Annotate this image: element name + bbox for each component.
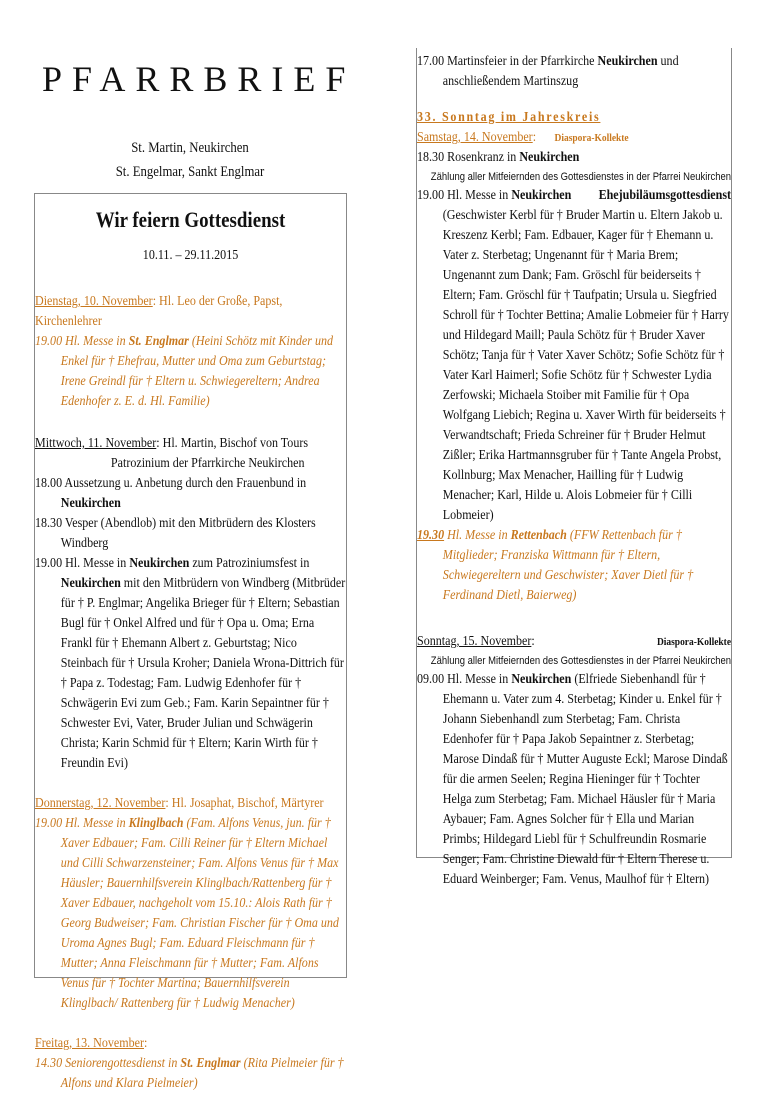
thursday-heading <box>35 794 346 814</box>
saturday-heading <box>417 128 731 148</box>
saturday-date: Samstag, 14. November <box>417 130 533 145</box>
thursday-feast: : Hl. Josaphat, Bischof, Märtyrer <box>165 796 324 811</box>
thursday-date: Donnerstag, 12. November <box>35 796 166 811</box>
day-tuesday <box>35 292 346 412</box>
saturday-mass-2-time: 19.30 <box>417 528 445 543</box>
saturday-mass-2-place: Rettenbach <box>510 528 567 543</box>
saturday-mass-time: 19.00 Hl. Messe in <box>417 188 512 203</box>
sunday-date: Sonntag, 15. November <box>417 634 532 649</box>
saturday-mass-2 <box>417 526 731 606</box>
parish-line-1: St. Martin, Neukirchen <box>131 140 249 156</box>
tuesday-mass-intentions: (Heini Schötz mit Kinder und Enkel für † Ehefrau, Mutter und Oma zum Geburtstag; Irene Greindl für † Eltern u. Schwiegereltern; Andrea Edenhofer z. E. d. Hl. Familie) <box>60 334 334 409</box>
tuesday-mass-time: 19.00 Hl. Messe in <box>35 334 129 349</box>
friday-mass-time: 14.30 Seniorengottesdienst in <box>35 1056 181 1071</box>
thursday-mass-intentions: (Fam. Alfons Venus, jun. für † Xaver Edbauer; Fam. Cilli Reiner für † Eltern Michael und Cilli Schwarzensteiner; Fam. Alfons Venus für † Max Häusler; Bauernhilfsverein Klinglbach/Rattenberg für † Xaver Edbauer, nachgeholt vom 15.10.: Alois Rath für † Georg Budweiser; Fam. Christian Fischer für † Oma und Uroma Agnes Bugl; Fam. Eduard Fleischmann für † Mutter; Anna Fleischmann für † Mutter; Fam. Alfons Venus für † Tochter Martina; Bauernhilfsverein Klinglbach/ Rattenberg für † Ludwig Menacher) <box>60 816 339 1011</box>
wednesday-mass-intentions: mit den Mitbrüdern von Windberg (Mitbrüder für † P. Englmar; Angelika Brieger für † Eltern; Sebastian Bugl für † Onkel Alfred und für † Opa u. Oma; Erna Frankl für † Ehemann Albert z. Geburtstag; Nico Steinbach für † Ursula Kroher; Daniela Wrona-Dittrich für † Papa z. Todestag; Fam. Ludwig Edenhofer für † Schwägerin Evi zum Geb.; Fam. Karin Sepaintner für † Schwester Evi, Vater, Bruder Julian und Schwägerin Christa; Karin Schmid für † Eltern; Karin Wirth für † Freundin Evi) <box>60 576 346 771</box>
day-thursday <box>35 794 346 1014</box>
saturday-mass-2-text: Hl. Messe in <box>444 528 511 543</box>
friday-mass-place: St. Englmar <box>180 1056 241 1071</box>
wednesday-patrozinium: Patrozinium der Pfarrkirche Neukirchen <box>110 456 305 471</box>
day-friday <box>35 1034 346 1094</box>
sunday-mass-time: 09.00 Hl. Messe in <box>417 672 512 687</box>
thursday-mass-place: Klinglbach <box>128 816 184 831</box>
saturday-collection: Diaspora-Kollekte <box>554 132 629 144</box>
section-title: Wir feiern Gottesdienst <box>95 207 286 232</box>
wednesday-line-1 <box>35 474 346 514</box>
services-box-left <box>34 193 347 1091</box>
saturday-count-note: Zählung aller Mitfeiernden des Gottesdienstes in der Pfarrei Neukirchen <box>430 171 732 183</box>
tuesday-mass-place: St. Englmar <box>128 334 189 349</box>
wednesday-date: Mittwoch, 11. November <box>35 436 157 451</box>
newsletter-title: PFARRBRIEF <box>42 59 356 99</box>
parish-line-2: St. Engelmar, Sankt Englmar <box>115 164 265 180</box>
martinsfeier-line <box>417 52 731 92</box>
saturday-mass-2-intentions: (FFW Rettenbach für † Mitglieder; Franziska Wittmann für † Eltern, Schwiegereltern und Geschwister; Xaver Dietl für † Ferdinand Dietl, Baierweg) <box>442 528 694 603</box>
sunday-mass-place: Neukirchen <box>511 672 572 687</box>
sunday-mass-intentions: (Elfriede Siebenhandl für † Ehemann u. Vater zum 4. Sterbetag; Kinder u. Enkel für † Johann Siebenhandl zum Sterbetag; Fam. Christa Edenhofer für † Papa Jakob Sepaintner z. Sterbetag; Marose Dindaß für † Mutter Auguste Eckl; Marose Dindaß für die armen Seelen; Regina Hieninger für † Tochter Helga zum Sterbetag; Fam. Michael Häusler für † Maria Aybauer; Fam. Agnes Solcher für † Ella und Marian Primbs; Hildegard Liebl für † Schulfreundin Rosmarie Senger; Fam. Christine Diewald für † Eltern Therese u. Eduard Weinberger; Fam. Venus, Maulhof für † Eltern) <box>442 672 728 887</box>
tuesday-mass <box>35 332 346 412</box>
wednesday-heading <box>35 434 346 454</box>
sunday-colon: : <box>531 634 535 649</box>
wednesday-mass-time: 19.00 Hl. Messe in <box>35 556 130 571</box>
martinsfeier-place: Neukirchen <box>597 54 658 69</box>
saturday-mass-place: Neukirchen <box>511 188 572 203</box>
thursday-mass <box>35 814 346 1014</box>
friday-heading <box>35 1034 346 1054</box>
saturday-colon: : <box>532 130 537 145</box>
date-range: 10.11. – 29.11.2015 <box>142 248 239 263</box>
friday-colon: : <box>144 1036 148 1051</box>
wednesday-line-1-place: Neukirchen <box>60 496 121 511</box>
day-wednesday <box>35 434 346 774</box>
sunday-title: 33. Sonntag im Jahreskreis <box>417 110 601 125</box>
services-box-right <box>416 48 732 887</box>
friday-mass <box>35 1054 346 1094</box>
saturday-rosary-place: Neukirchen <box>519 150 580 165</box>
saturday-mass-heading <box>417 186 731 206</box>
wednesday-line-2: 18.30 Vesper (Abendlob) mit den Mitbrüdern des Klosters Windberg <box>35 516 316 551</box>
wednesday-mass-mid: zum Patroziniumsfest in <box>189 556 310 571</box>
saturday-rosary-text: 18.30 Rosenkranz in <box>417 150 520 165</box>
sunday-collection: Diaspora-Kollekte <box>656 636 732 648</box>
masthead <box>34 52 356 184</box>
martinsfeier-rest: und anschließendem Martinszug <box>442 54 679 89</box>
wednesday-mass-place-2: Neukirchen <box>60 576 121 591</box>
wednesday-line-1-text: 18.00 Aussetzung u. Anbetung durch den Frauenbund in <box>35 476 307 491</box>
saturday-mass-intentions: (Geschwister Kerbl für † Bruder Martin u. Eltern Jakob u. Kreszenz Kerbl; Fam. Edbauer, Kager für † Ehemann u. Vater z. Sterbetag; Ungenannt für † Maria Brem; Ungenannt zum Dank; Fam. Gröschl für beiderseits † Eltern; Fam. Gröschl für † Taufpatin; Ursula u. Siegfried Schroll für † Tochter Bettina; Amalie Lobmeier für † Harry und Hildegard Maill; Paula Schötz für † Bruder Xaver Schötz; Tanja für † Vater Xaver Schötz; Sofie Schötz für † Vater Karl Haimerl; Sofie Schötz für † Schwester Lydia Zerfowski; Michaela Stoiber mit Familie für † Opa Wolfgang Liebich; Regina u. Xaver Wirth für beiderseits † Verwandtschaft; Frieda Schreiner für † Bruder Helmut Zißler; Erika Hartmannsgruber für † Tante Angela Probst, Kollnburg; Max Menacher, Hailling für † Ludwig Menacher; Karl, Hilde u. Alois Lobmeier für † Cilli Lobmeier) <box>442 208 729 523</box>
wednesday-feast: : Hl. Martin, Bischof von Tours <box>156 436 309 451</box>
friday-mass-intentions: (Rita Pielmeier für † Alfons und Klara Pielmeier) <box>60 1056 344 1091</box>
tuesday-heading <box>35 292 346 332</box>
tuesday-date: Dienstag, 10. November <box>35 294 153 309</box>
martinsfeier-text: 17.00 Martinsfeier in der Pfarrkirche <box>417 54 598 69</box>
sunday-mass <box>417 670 731 890</box>
tuesday-feast: : Hl. Leo der Große, Papst, Kirchenlehrer <box>35 294 283 329</box>
thursday-mass-time: 19.00 Hl. Messe in <box>35 816 129 831</box>
wednesday-mass <box>35 554 346 774</box>
friday-date: Freitag, 13. November <box>35 1036 145 1051</box>
saturday-rosary <box>417 148 731 168</box>
sunday-heading <box>417 632 731 652</box>
wednesday-mass-place: Neukirchen <box>129 556 190 571</box>
saturday-mass-tag: Ehejubiläumsgottesdienst <box>598 188 732 203</box>
sunday-count-note: Zählung aller Mitfeiernden des Gottesdienstes in der Pfarrei Neukirchen <box>430 655 732 667</box>
